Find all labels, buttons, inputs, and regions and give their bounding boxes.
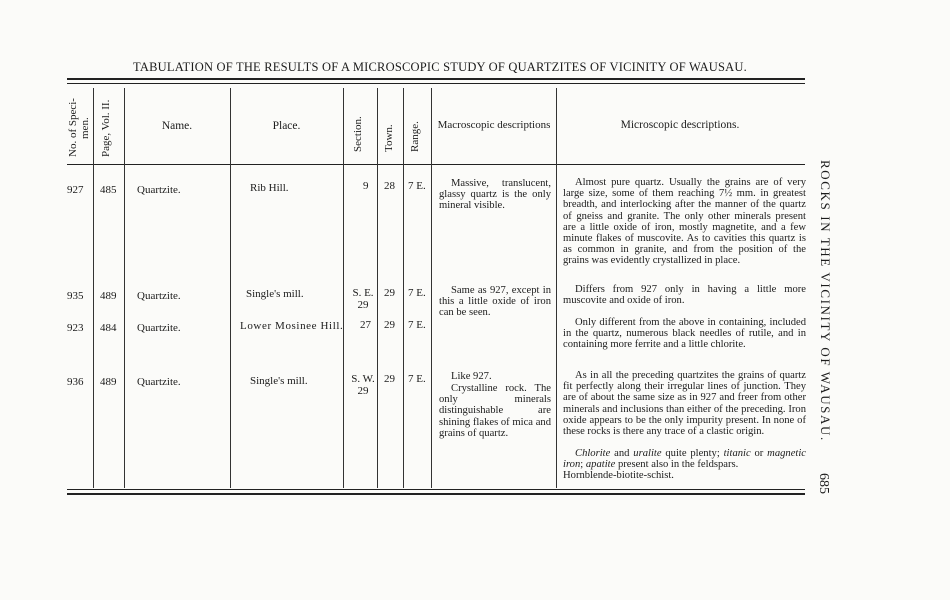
row-936-micro-schist: Hornblende-biotite-schist. (563, 470, 674, 481)
header-name: Name. (161, 120, 193, 132)
row-936-name: Quartzite. (137, 376, 181, 388)
row-927-range: 7 E. (408, 180, 426, 192)
row-923-no: 923 (67, 322, 84, 334)
header-page: Page, Vol. II. (100, 99, 112, 157)
note-text-4: ; (580, 459, 586, 471)
note-titanic: titanic (723, 448, 751, 459)
row-927-section: 9 (363, 180, 369, 192)
row-927-town: 28 (384, 180, 395, 192)
row-936-micro: As in all the preceding quartzites the grains of quartz fit perfectly along their irregular lines of junction. They are of about the same size as in 927 and freer from other minerals and inclusions than either of the preceding. Iron oxide appears to be the only impurity present. In none of these rocks is there any trace of a clastic origin. (563, 370, 806, 438)
row-923-name: Quartzite. (137, 322, 181, 334)
bottom-rule-thin (67, 489, 805, 490)
row-935-macro: Same as 927, except in this a little oxide of iron can be seen. (439, 285, 551, 319)
row-923-section: 27 (360, 319, 371, 331)
header-macro: Macroscopic descriptions (437, 119, 551, 131)
row-927-macro: Massive, translucent, glassy quartz is the only mineral visible. (439, 178, 551, 212)
header-micro: Microscopic descriptions. (620, 119, 740, 131)
note-chlorite: Chlorite (575, 448, 611, 459)
header-rule (67, 164, 805, 165)
top-rule-thick (67, 78, 805, 80)
note-uralite: uralite (633, 448, 662, 459)
row-936-place: Single's mill. (250, 375, 308, 387)
row-935-no: 935 (67, 290, 84, 302)
col-rule-2 (124, 88, 125, 488)
row-927-micro: Almost pure quartz. Usually the grains are of very large size, some of them reaching 7½ mm. in greatest breadth, and interlocking after the manner of the quartz of gneiss and granite. The only other minerals present are a little oxide of iron, mostly magnetite, and a few minute flakes of muscovite. As to cavities this quartz is as common in granite, and from the position of the grains was evidently crystallized in place. (563, 177, 806, 267)
row-935-range: 7 E. (408, 287, 426, 299)
header-range: Range. (409, 121, 421, 153)
page-title: TABULATION OF THE RESULTS OF A MICROSCOPIC STUDY OF QUARTZITES OF VICINITY OF WAUSAU. (133, 60, 747, 74)
col-rule-4 (343, 88, 344, 488)
note-text-3: or (750, 448, 768, 459)
col-rule-7 (431, 88, 432, 488)
page-number: 685 (816, 473, 831, 494)
row-936-range: 7 E. (408, 373, 426, 385)
row-923-page: 484 (100, 322, 117, 334)
row-936-town: 29 (384, 373, 395, 385)
row-935-micro: Differs from 927 only in having a little more muscovite and oxide of iron. (563, 284, 806, 307)
row-923-town: 29 (384, 319, 395, 331)
row-936-micro-note (563, 448, 806, 470)
row-927-place: Rib Hill. (250, 182, 289, 194)
row-935-place: Single's mill. (246, 288, 304, 300)
note-text-1: and (610, 448, 634, 459)
row-936-page: 489 (100, 376, 117, 388)
row-935-name: Quartzite. (137, 290, 181, 302)
col-rule-3 (230, 88, 231, 488)
col-rule-1 (93, 88, 94, 488)
row-927-name: Quartzite. (137, 184, 181, 196)
row-923-place: Lower Mosinee Hill. (240, 320, 344, 332)
col-rule-8 (556, 88, 557, 488)
row-923-micro: Only different from the above in containing, included in the quartz, numerous black needles of rutile, and in containing more ferrite and a little chlorite. (563, 317, 806, 351)
note-text-5: present also in the feldspars. (615, 459, 739, 471)
header-town: Town. (383, 124, 395, 152)
row-935-town: 29 (384, 287, 395, 299)
row-927-no: 927 (67, 184, 84, 196)
note-apatite: apatite (585, 459, 616, 471)
header-place: Place. (272, 120, 301, 132)
header-specimen: No. of Speci- men. (67, 98, 91, 158)
row-935-page: 489 (100, 290, 117, 302)
top-rule-thin (67, 83, 805, 84)
bottom-rule-thick (67, 493, 805, 495)
running-header: ROCKS IN THE VICINITY OF WAUSAU. (818, 160, 833, 442)
row-927-page: 485 (100, 184, 117, 196)
row-936-no: 936 (67, 376, 84, 388)
row-923-range: 7 E. (408, 319, 426, 331)
row-935-section: S. E. 29 (352, 287, 374, 311)
note-text-2: quite plenty; (661, 448, 724, 459)
row-936-macro-b: Crystalline rock. The only minerals distinguishable are shining flakes of mica and grains of quartz. (439, 383, 551, 439)
col-rule-6 (403, 88, 404, 488)
col-rule-5 (377, 88, 378, 488)
row-936-macro-a: Like 927. (451, 371, 492, 382)
note-magnetic-iron: magnetic iron (563, 448, 807, 471)
header-section: Section. (352, 116, 364, 152)
row-936-section: S. W. 29 (351, 373, 375, 397)
